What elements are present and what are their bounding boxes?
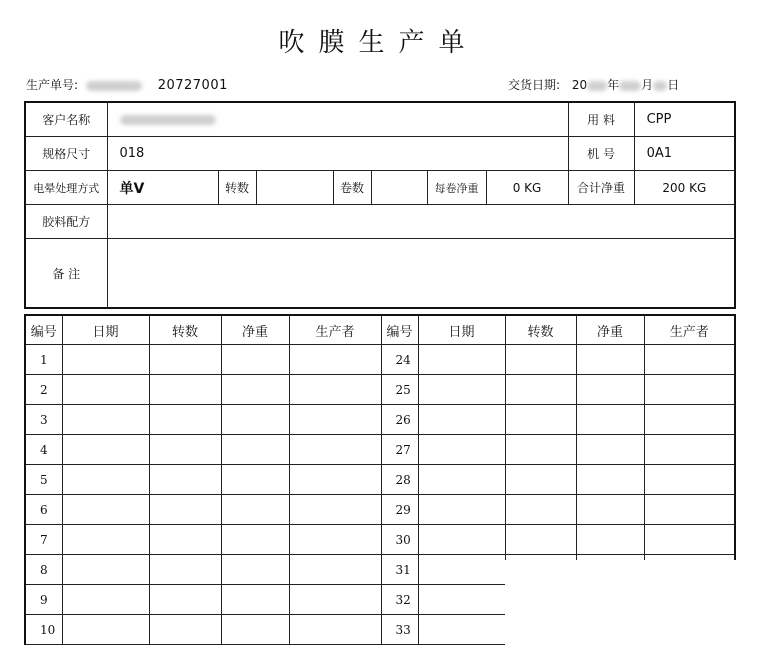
table-cell[interactable]: [221, 495, 289, 525]
table-cell[interactable]: [149, 405, 221, 435]
delivery-date-label: 交货日期:: [508, 78, 561, 92]
table-cell[interactable]: [289, 405, 381, 435]
order-info-table: [24, 101, 736, 309]
table-cell[interactable]: [644, 405, 735, 435]
table-cell[interactable]: [289, 375, 381, 405]
row-number: 25: [381, 375, 418, 405]
row-number: 26: [381, 405, 418, 435]
table-cell[interactable]: [62, 495, 149, 525]
table-cell[interactable]: [418, 465, 505, 495]
table-cell[interactable]: [149, 525, 221, 555]
column-header: 日期: [62, 315, 149, 345]
table-cell[interactable]: [221, 585, 289, 615]
table-cell[interactable]: [644, 495, 735, 525]
table-cell[interactable]: [505, 465, 576, 495]
table-cell[interactable]: [62, 405, 149, 435]
table-cell[interactable]: [505, 405, 576, 435]
table-row: [25, 405, 735, 435]
formula-label: 胶料配方: [25, 205, 107, 239]
row-number: 10: [25, 615, 62, 645]
row-number: 5: [25, 465, 62, 495]
table-row: [25, 345, 735, 375]
table-cell[interactable]: [289, 495, 381, 525]
table-cell[interactable]: [644, 345, 735, 375]
table-cell[interactable]: [62, 555, 149, 585]
corona-label: 电晕处理方式: [25, 171, 107, 205]
remark-label: 备 注: [25, 239, 107, 309]
per-roll-label: 每卷净重: [427, 171, 486, 205]
table-cell[interactable]: [289, 465, 381, 495]
table-cell[interactable]: [149, 585, 221, 615]
remark-value[interactable]: [107, 239, 735, 309]
row-number: 27: [381, 435, 418, 465]
column-header: 编号: [25, 315, 62, 345]
delivery-date: [508, 76, 679, 93]
spec-label: 规格尺寸: [25, 137, 107, 171]
table-cell[interactable]: [418, 375, 505, 405]
table-cell[interactable]: [505, 375, 576, 405]
table-cell[interactable]: [221, 465, 289, 495]
table-cell[interactable]: [149, 375, 221, 405]
delivery-day-label: 日: [667, 78, 680, 92]
table-cell[interactable]: [418, 555, 505, 585]
corona-value[interactable]: 单V: [107, 171, 218, 205]
table-cell[interactable]: [418, 435, 505, 465]
order-number: [26, 76, 228, 93]
row-number: 3: [25, 405, 62, 435]
table-row: [25, 375, 735, 405]
table-cell[interactable]: [149, 495, 221, 525]
table-header-row: [25, 315, 735, 345]
row-number: 31: [381, 555, 418, 585]
rolls-label: 卷数: [333, 171, 371, 205]
total-label: 合计净重: [568, 171, 634, 205]
table-cell[interactable]: [149, 615, 221, 645]
row-number: 6: [25, 495, 62, 525]
white-overlay: [505, 560, 757, 650]
table-cell[interactable]: [505, 495, 576, 525]
table-cell[interactable]: [644, 435, 735, 465]
table-cell[interactable]: [418, 495, 505, 525]
column-header: 生产者: [289, 315, 381, 345]
column-header: 生产者: [644, 315, 735, 345]
table-cell[interactable]: [62, 585, 149, 615]
spec-value[interactable]: 018: [107, 137, 568, 171]
row-number: 4: [25, 435, 62, 465]
table-cell[interactable]: [289, 555, 381, 585]
redacted-block: [619, 81, 641, 91]
delivery-year-label: 年: [607, 78, 620, 92]
table-cell[interactable]: [576, 525, 644, 555]
table-cell[interactable]: [505, 525, 576, 555]
column-header: 转数: [505, 315, 576, 345]
table-cell[interactable]: [418, 615, 505, 645]
row-number: 24: [381, 345, 418, 375]
table-cell[interactable]: [576, 405, 644, 435]
table-cell[interactable]: [62, 345, 149, 375]
table-cell[interactable]: [418, 345, 505, 375]
table-cell[interactable]: [505, 435, 576, 465]
delivery-month-label: 月: [641, 78, 654, 92]
table-cell[interactable]: [62, 375, 149, 405]
rotation-label: 转数: [218, 171, 256, 205]
rotation-value[interactable]: [256, 171, 333, 205]
table-row: [25, 525, 735, 555]
redacted-block: [120, 115, 216, 125]
table-cell[interactable]: [576, 375, 644, 405]
table-cell[interactable]: [62, 465, 149, 495]
per-roll-value[interactable]: 0 KG: [486, 171, 568, 205]
table-cell[interactable]: [149, 465, 221, 495]
row-number: 1: [25, 345, 62, 375]
table-cell[interactable]: [576, 435, 644, 465]
machine-label: 机 号: [568, 137, 634, 171]
column-header: 净重: [576, 315, 644, 345]
column-header: 转数: [149, 315, 221, 345]
row-number: 2: [25, 375, 62, 405]
page-title: 吹膜生产单: [278, 28, 479, 58]
total-value[interactable]: 200 KG: [634, 171, 735, 205]
table-row: [25, 465, 735, 495]
delivery-year-prefix: 20: [571, 78, 588, 92]
table-cell[interactable]: [62, 435, 149, 465]
table-cell[interactable]: [62, 525, 149, 555]
row-number: 33: [381, 615, 418, 645]
table-cell[interactable]: [221, 555, 289, 585]
table-row: [25, 495, 735, 525]
row-number: 9: [25, 585, 62, 615]
row-number: 28: [381, 465, 418, 495]
order-number-label: 生产单号:: [26, 78, 79, 92]
table-cell[interactable]: [418, 525, 505, 555]
table-cell[interactable]: [221, 375, 289, 405]
row-number: 8: [25, 555, 62, 585]
table-cell[interactable]: [505, 345, 576, 375]
table-cell[interactable]: [418, 405, 505, 435]
rolls-value[interactable]: [371, 171, 427, 205]
redacted-block: [653, 81, 667, 91]
table-cell[interactable]: [576, 495, 644, 525]
table-cell[interactable]: [576, 345, 644, 375]
table-cell[interactable]: [221, 435, 289, 465]
table-cell[interactable]: [149, 345, 221, 375]
row-number: 32: [381, 585, 418, 615]
table-row: [25, 435, 735, 465]
table-cell[interactable]: [149, 555, 221, 585]
row-number: 29: [381, 495, 418, 525]
customer-value[interactable]: [107, 102, 568, 137]
column-header: 日期: [418, 315, 505, 345]
table-cell[interactable]: [221, 345, 289, 375]
table-cell[interactable]: [644, 465, 735, 495]
table-cell[interactable]: [221, 615, 289, 645]
table-cell[interactable]: [62, 615, 149, 645]
row-number: 30: [381, 525, 418, 555]
table-cell[interactable]: [289, 615, 381, 645]
order-number-value: 20727001: [157, 78, 228, 93]
row-number: 7: [25, 525, 62, 555]
formula-value[interactable]: [107, 205, 735, 239]
table-cell[interactable]: [644, 525, 735, 555]
column-header: 净重: [221, 315, 289, 345]
redacted-block: [86, 81, 142, 91]
table-cell[interactable]: [576, 465, 644, 495]
column-header: 编号: [381, 315, 418, 345]
material-value[interactable]: CPP: [634, 102, 735, 137]
table-cell[interactable]: [221, 525, 289, 555]
table-cell[interactable]: [149, 435, 221, 465]
machine-value[interactable]: 0A1: [634, 137, 735, 171]
redacted-block: [587, 81, 607, 91]
table-cell[interactable]: [289, 345, 381, 375]
table-cell[interactable]: [289, 525, 381, 555]
table-cell[interactable]: [289, 435, 381, 465]
table-cell[interactable]: [221, 405, 289, 435]
table-cell[interactable]: [289, 585, 381, 615]
material-label: 用 料: [568, 102, 634, 137]
table-cell[interactable]: [418, 585, 505, 615]
table-cell[interactable]: [644, 375, 735, 405]
customer-label: 客户名称: [25, 102, 107, 137]
